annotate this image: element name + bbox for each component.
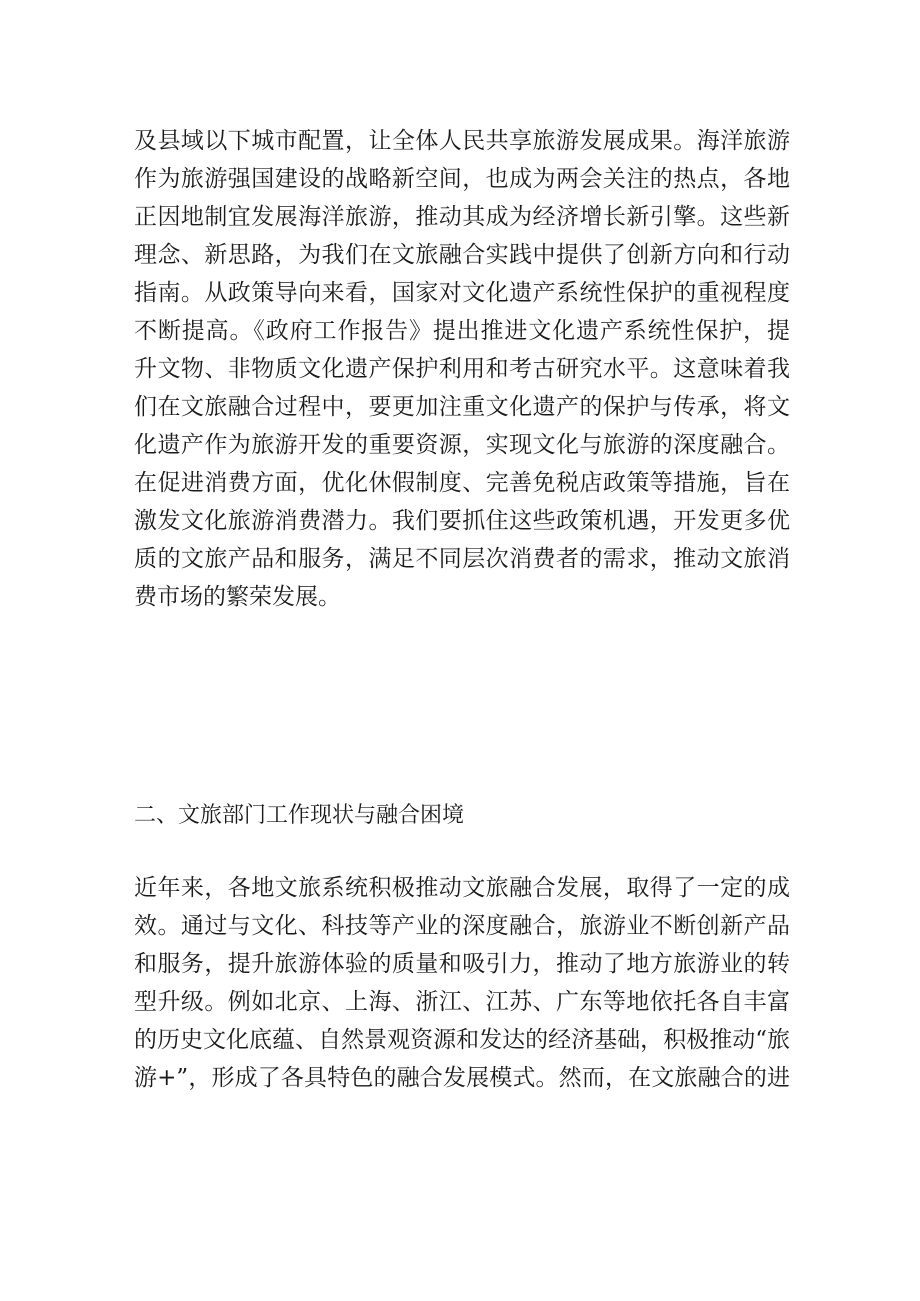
paragraph-current-status	[134, 869, 790, 1097]
paragraph-line: 正因地制宜发展海洋旅游，推动其成为经济增长新引擎。这些新	[134, 204, 790, 230]
paragraph-line: 费市场的繁荣发展。	[134, 584, 341, 610]
paragraph-line: 升文物、非物质文化遗产保护利用和考古研究水平。这意味着我	[134, 356, 790, 382]
paragraph-line: 质的文旅产品和服务，满足不同层次消费者的需求，推动文旅消	[134, 546, 790, 572]
paragraph-line: 作为旅游强国建设的战略新空间，也成为两会关注的热点，各地	[134, 166, 790, 192]
paragraph-line: 游+”，形成了各具特色的融合发展模式。然而，在文旅融合的进	[134, 1065, 790, 1091]
section-heading-text: 二、文旅部门工作现状与融合困境	[134, 803, 465, 828]
paragraph-line: 指南。从政策导向来看，国家对文化遗产系统性保护的重视程度	[134, 280, 790, 306]
paragraph-line: 化遗产作为旅游开发的重要资源，实现文化与旅游的深度融合。	[134, 432, 790, 458]
paragraph-line: 近年来，各地文旅系统积极推动文旅融合发展，取得了一定的成	[134, 875, 790, 901]
paragraph-policy-context	[134, 122, 790, 616]
paragraph-line: 型升级。例如北京、上海、浙江、江苏、广东等地依托各自丰富	[134, 989, 790, 1015]
paragraph-line: 和服务，提升旅游体验的质量和吸引力，推动了地方旅游业的转	[134, 951, 790, 977]
paragraph-line: 及县域以下城市配置，让全体人民共享旅游发展成果。海洋旅游	[134, 128, 790, 154]
paragraph-line: 们在文旅融合过程中，要更加注重文化遗产的保护与传承，将文	[134, 394, 790, 420]
paragraph-line: 不断提高。《政府工作报告》提出推进文化遗产系统性保护，提	[134, 318, 790, 344]
paragraph-line: 激发文化旅游消费潜力。我们要抓住这些政策机遇，开发更多优	[134, 508, 790, 534]
paragraph-line: 效。通过与文化、科技等产业的深度融合，旅游业不断创新产品	[134, 913, 790, 939]
paragraph-line: 在促进消费方面，优化休假制度、完善免税店政策等措施，旨在	[134, 470, 790, 496]
paragraph-line: 理念、新思路，为我们在文旅融合实践中提供了创新方向和行动	[134, 242, 790, 268]
paragraph-line: 的历史文化底蕴、自然景观资源和发达的经济基础，积极推动“旅	[134, 1027, 790, 1053]
section-heading	[134, 797, 790, 835]
